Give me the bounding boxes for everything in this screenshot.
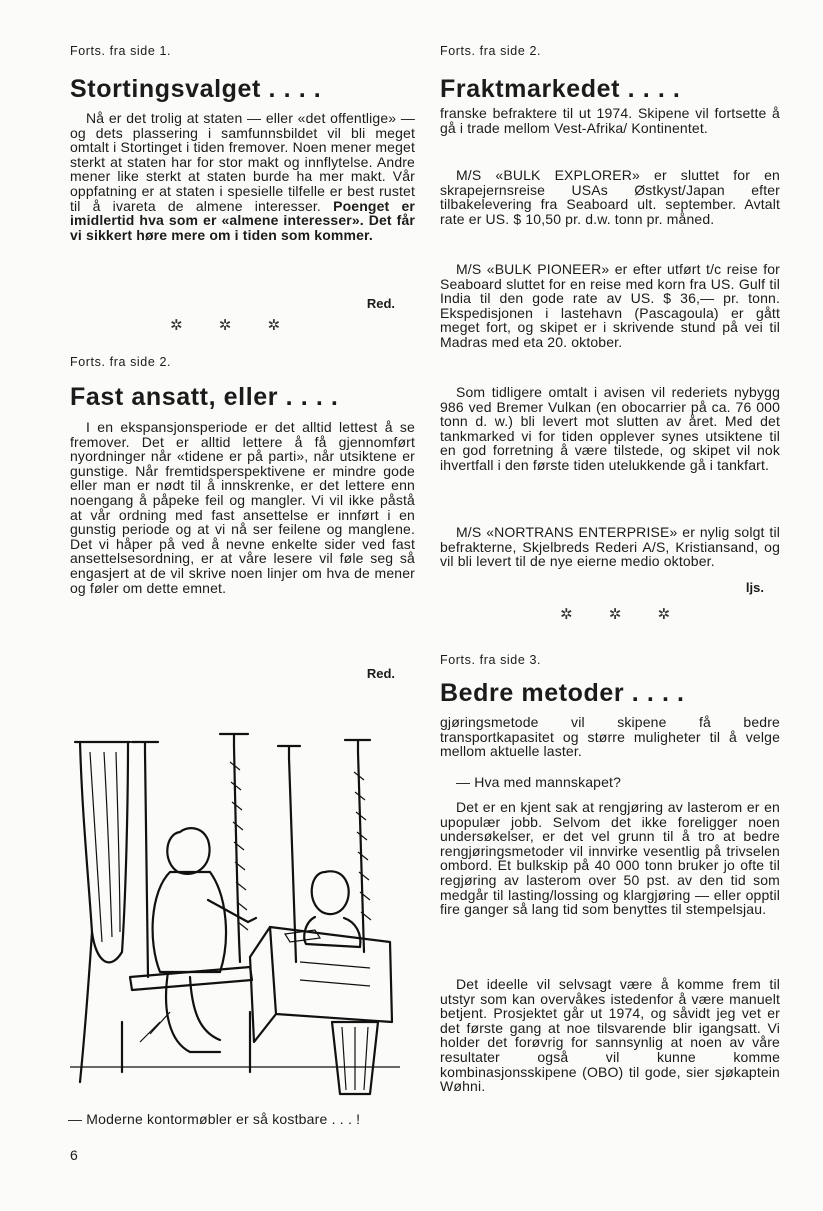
article-title-bedre-metoder: Bedre metoder . . . . bbox=[440, 679, 685, 707]
article-body-fast-ansatt: I en ekspansjonsperiode er det alltid lettest å se fremover. Det er alltid lettere å få gjennomført nyordninger når «tidene er på parti», når utsiktene er gunstige. Når fremtidsperspektivene er mindre gode eller man er nødt til å innskrenke, er det lettere enn noengang å påpeke feil og mangler. Vi vil ikke påstå at vår ordning med fast ansettelse er innført i en gunstig periode og at vi nå ser feilene og manglene. Det vi håper på ved å nevne enkelte sider ved fast ansettelsesordning, er at våre lesere vil føle seg så engasjert at de vil skrive noen linjer om hva de mener og føler om dette emnet. bbox=[70, 419, 415, 596]
signature: Red. bbox=[366, 296, 395, 311]
continued-from-label: Forts. fra side 3. bbox=[440, 653, 542, 667]
body-text-bold: Poenget er imidlertid hva som er «almene interesser». Det får vi sikkert høre mere om i tiden som kommer. bbox=[70, 197, 416, 243]
article-body-paragraph: M/S «BULK EXPLORER» er sluttet for en skrapejernsreise USAs Østkyst/Japan efter tilbakelevering fra Seaboard ult. september. Avtalt rate er US. $ 10,50 pr. d.w. tonn pr. måned. bbox=[440, 167, 780, 227]
article-body-paragraph: Som tidligere omtalt i avisen vil rederiets nybygg 986 ved Bremer Vulkan (en obocarrier på ca. 76 000 tonn d. w.) bli levert mot slutten av året. Med det tankmarked vi for tiden opplever synes utsiktene til en god forretning å være tilstede, og skipet vil nok ihvertfall i den første tiden utelukkende gå i tankfart. bbox=[440, 384, 780, 473]
continued-from-label: Forts. fra side 1. bbox=[70, 44, 172, 58]
signature: Red. bbox=[366, 666, 395, 681]
article-body-paragraph: M/S «NORTRANS ENTERPRISE» er nylig solgt til befrakterne, Skjelbreds Rederi A/S, Kristiansand, og vil bli levert til de nye eierne medio oktober. bbox=[440, 524, 780, 570]
cartoon-illustration bbox=[70, 722, 410, 1112]
article-body-paragraph: franske befraktere til ut 1974. Skipene vil fortsette å gå i trade mellom Vest-Afrika/ Kontinentet. bbox=[440, 105, 780, 136]
body-text: Nå er det trolig at staten — eller «det offentlige» — og dets plassering i samfunnsbildet vil bli meget omtalt i Stortinget i tiden fremover. Noen mener meget sterkt at staten har for stor makt og innflytelse. Andre mener like sterkt at staten burde ha mer makt. Vår oppfatning er at staten i spesielle tilfelle er best rustet til å ivareta de almene interesser. bbox=[70, 110, 415, 214]
article-body-stortingsvalget bbox=[70, 111, 415, 242]
article-body-paragraph: gjøringsmetode vil skipene få bedre transportkapasitet og større muligheter til å velge mellom aktuelle laster. bbox=[440, 714, 780, 760]
article-body-paragraph: M/S «BULK PIONEER» er efter utført t/c reise for Seaboard sluttet for en reise med korn fra US. Gulf til India til den gode rate av US. $ 36,— pr. tonn. Ekspedisjonen i lastehavn (Pascagoula) er gått meget fort, og skipet er i skrivende stund på vei til Madras med eta 20. oktober. bbox=[440, 261, 780, 350]
section-divider-stars: ✲ ✲ ✲ bbox=[170, 317, 297, 334]
section-divider-stars: ✲ ✲ ✲ bbox=[560, 606, 687, 623]
signature: ljs. bbox=[745, 580, 764, 595]
article-body-paragraph: Det er en kjent sak at rengjøring av lasterom er en upopulær jobb. Selvom det ikke foreligger noen undersøkelser, er det vel grunn til å tro at bedre rengjøringsmetoder vil innvirke vesentlig på trivselen ombord. Et bulkskip på 40 000 tonn bruker jo ofte til regjøring av lasterom over 50 pst. av den tid som medgår til lasting/lossing og klargjøring — eller opptil fire ganger så lang tid som benyttes til stempelsjau. bbox=[440, 799, 780, 918]
article-title-fast-ansatt: Fast ansatt, eller . . . . bbox=[70, 383, 339, 411]
continued-from-label: Forts. fra side 2. bbox=[70, 355, 172, 369]
article-body-paragraph: — Hva med mannskapet? bbox=[456, 774, 622, 790]
page-number: 6 bbox=[70, 1147, 78, 1163]
article-title-stortingsvalget: Stortingsvalget . . . . bbox=[70, 75, 322, 103]
cartoon-caption: — Moderne kontormøbler er så kostbare . . . ! bbox=[68, 1111, 361, 1127]
ceiling-hooks bbox=[132, 734, 370, 758]
continued-from-label: Forts. fra side 2. bbox=[440, 44, 542, 58]
article-title-fraktmarkedet: Fraktmarkedet . . . . bbox=[440, 75, 681, 103]
article-body-paragraph: Det ideelle vil selvsagt være å komme frem til utstyr som kan overvåkes istedenfor å være manuelt betjent. Prosjektet går ut 1974, og såvidt jeg vet er det første gang at noe tilsvarende blir igangsatt. Vi holder det forøvrig for sannsynlig at noen av våre resultater også vil kunne komme kombinasjonsskipene (OBO) til gode, sier sjøkaptein Wøhni. bbox=[440, 976, 780, 1095]
